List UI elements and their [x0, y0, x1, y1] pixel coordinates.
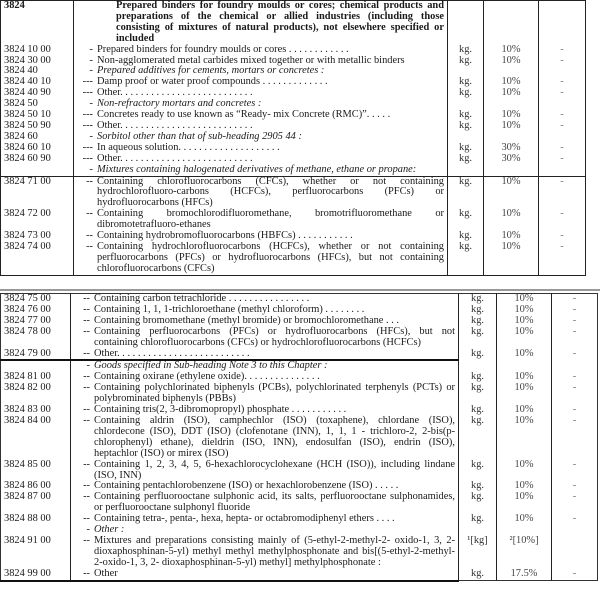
description-text: Sorbitol other than that of sub-heading 2905 44 :: [97, 130, 302, 142]
tariff-code: 3824 84 00: [1, 416, 71, 460]
level-dash: --: [83, 414, 90, 426]
tariff-row: [1, 569, 598, 581]
description-text: Containing 1, 2, 3, 4, 5, 6-hexachlorocyclohexane (HCH (ISO)), including lindane (ISO, INN): [94, 458, 455, 481]
unit-of-quantity: kg.: [448, 110, 484, 121]
unit-of-quantity: kg.: [459, 327, 497, 349]
duty-rate: 10%: [497, 294, 552, 305]
tariff-row: [1, 327, 598, 349]
description-text: Other. . . . . . . . . . . . . . . . . . . . . . . . . .: [94, 347, 250, 359]
tariff-row: [1, 383, 598, 405]
tariff-code: 3824 10 00: [1, 45, 74, 56]
other-rate: -: [572, 382, 577, 394]
description-text: Other. . . . . . . . . . . . . . . . . . . . . . . . . .: [97, 119, 253, 131]
other-rate: -: [560, 208, 564, 220]
description-text: Other :: [94, 524, 125, 536]
tariff-code: 3824 71 00: [1, 176, 74, 209]
unit-of-quantity: kg.: [459, 294, 497, 305]
duty-rate: 10%: [484, 231, 539, 242]
tariff-code: 3824 30 00: [1, 56, 74, 67]
description-text: Containing oxirane (ethylene oxide). . . . . . . . . . . . . . .: [94, 371, 320, 383]
tariff-description: [74, 176, 448, 209]
tariff-code: 3824 60: [1, 132, 74, 143]
tariff-row: [1, 209, 586, 231]
duty-rate: 10%: [484, 242, 539, 275]
unit-of-quantity: kg.: [459, 316, 497, 327]
other-rate: -: [560, 76, 564, 88]
tariff-code: 3824 72 00: [1, 209, 74, 231]
duty-rate: 10%: [497, 492, 552, 514]
tariff-description: [74, 165, 448, 176]
tariff-description: [74, 242, 448, 275]
unit-of-quantity: kg.: [448, 56, 484, 67]
level-dash: ---: [82, 119, 93, 131]
tariff-code: 3824 86 00: [1, 481, 71, 492]
description-text: Other. . . . . . . . . . . . . . . . . . . . . . . . . .: [97, 152, 253, 164]
level-dash: --: [83, 404, 90, 416]
heading-row: [1, 1, 586, 45]
level-dash: ---: [82, 109, 93, 121]
description-text: Non-agglomerated metal carbides mixed together or with metallic binders: [97, 54, 405, 66]
other-rate: -: [572, 567, 577, 579]
level-dash: --: [86, 175, 93, 187]
level-dash: --: [86, 230, 93, 242]
other-rate: -: [572, 293, 577, 304]
tariff-description: [71, 492, 459, 514]
level-dash: ---: [82, 76, 93, 88]
other-rate: -: [572, 458, 577, 470]
tariff-code: 3824 73 00: [1, 231, 74, 242]
duty-rate: 10%: [484, 110, 539, 121]
description-text: Prepared binders for foundry moulds or cores . . . . . . . . . . . .: [97, 43, 349, 55]
unit-of-quantity: kg.: [459, 405, 497, 416]
tariff-row: [1, 349, 598, 361]
description-text: Non-refractory mortars and concretes :: [97, 98, 262, 110]
description-text: Other. . . . . . . . . . . . . . . . . . . . . . . . . .: [97, 87, 253, 99]
other-rate: -: [572, 513, 577, 525]
unit-of-quantity: kg.: [459, 349, 497, 361]
unit-of-quantity: kg.: [448, 121, 484, 132]
unit-of-quantity: ¹[kg]: [459, 536, 497, 569]
level-dash: ---: [82, 87, 93, 99]
tariff-table-lower: [0, 293, 598, 582]
level-dash: -: [89, 65, 93, 77]
description-text: Containing bromochlorodifluoromethane, bromotrifluoromethane or dibromotetrafluoro-ethanes: [97, 208, 444, 231]
duty-rate: 10%: [497, 372, 552, 383]
duty-rate: 10%: [497, 316, 552, 327]
unit-of-quantity: kg.: [448, 231, 484, 242]
tariff-code: 3824 85 00: [1, 460, 71, 482]
description-text: Containing polychlorinated biphenyls (PCBs), polychlorinated terphenyls (PCTs) or polybrominated biphenyls (PBBs): [94, 382, 455, 405]
description-text: Containing pentachlorobenzene (ISO) or hexachlorobenzene (ISO) . . . . .: [94, 480, 399, 492]
tariff-row: [1, 416, 598, 460]
duty-rate: 10%: [484, 77, 539, 88]
tariff-code: 3824 79 00: [1, 349, 71, 361]
tariff-code: 3824 87 00: [1, 492, 71, 514]
duty-rate: 10%: [497, 383, 552, 405]
tariff-row: [1, 492, 598, 514]
unit-of-quantity: kg.: [448, 209, 484, 231]
level-dash: -: [89, 163, 93, 175]
description-text: Prepared additives for cements, mortars or concretes :: [97, 65, 325, 77]
tariff-description: [71, 416, 459, 460]
description-text: Mixtures containing halogenated derivatives of methane, ethane or propane:: [97, 163, 417, 175]
description-text: Containing chlorofluorocarbons (CFCs), whether or not containing hydrochlorofluoro-carbons (HCFCs), perfluorocarbons (PFCs) or hydrofluorocarbons (HFCs): [97, 175, 444, 209]
tariff-code: 3824 50 90: [1, 121, 74, 132]
unit-of-quantity: kg.: [448, 154, 484, 165]
tariff-code: 3824 60 90: [1, 154, 74, 165]
other-rate: -: [560, 240, 564, 252]
other-rate: -: [560, 109, 564, 121]
other-rate: [539, 165, 586, 176]
level-dash: --: [83, 567, 90, 579]
unit-of-quantity: kg.: [459, 383, 497, 405]
description-text: Goods specified in Sub-heading Note 3 to this Chapter :: [94, 360, 328, 372]
level-dash: ---: [82, 141, 93, 153]
tariff-table-upper-section: [0, 0, 586, 276]
tariff-row: [1, 536, 598, 569]
heading-code: 3824: [1, 1, 74, 45]
tariff-code: 3824 74 00: [1, 242, 74, 275]
description-text: Mixtures and preparations consisting mainly of (5-ethyl-2-methyl-2- oxido-1, 3, 2-dioxaphosphinan-5-yl) methyl methyl methylphosphonate and bis[(5-ethyl-2-methyl-2-oxido-1, 3, 2- dioxaphosphinan-5-yl) methyl] methylphosphonate :: [94, 534, 455, 568]
other-rate: -: [560, 119, 564, 131]
level-dash: --: [83, 491, 90, 503]
tariff-code: [1, 165, 74, 176]
duty-rate: 30%: [484, 143, 539, 154]
description-text: Containing 1, 1, 1-trichloroethane (methyl chloroform) . . . . . . . .: [94, 303, 365, 315]
tariff-description: [74, 209, 448, 231]
tariff-code: 3824 40: [1, 66, 74, 77]
description-text: Containing carbon tetrachloride . . . . . . . . . . . . . . . .: [94, 293, 310, 304]
tariff-code: 3824 83 00: [1, 405, 71, 416]
unit-of-quantity: kg.: [448, 242, 484, 275]
other-rate: -: [572, 347, 577, 359]
duty-rate: 30%: [484, 154, 539, 165]
level-dash: --: [83, 325, 90, 337]
tariff-code: 3824 91 00: [1, 536, 71, 569]
other-rate: [552, 525, 598, 536]
other-rate: -: [560, 141, 564, 153]
level-dash: --: [83, 303, 90, 315]
level-dash: --: [83, 480, 90, 492]
level-dash: --: [83, 534, 90, 546]
unit-of-quantity: kg.: [459, 481, 497, 492]
tariff-code: 3824 40 10: [1, 77, 74, 88]
tariff-description: [71, 327, 459, 349]
tariff-description: [71, 569, 459, 581]
unit-of-quantity: kg.: [459, 492, 497, 514]
tariff-description: [71, 536, 459, 569]
level-dash: -: [86, 360, 90, 372]
tariff-code: 3824 50: [1, 99, 74, 110]
tariff-code: 3824 82 00: [1, 383, 71, 405]
duty-rate: 10%: [497, 481, 552, 492]
tariff-row: [1, 514, 598, 525]
level-dash: --: [86, 208, 93, 220]
level-dash: -: [89, 98, 93, 110]
unit-of-quantity: kg.: [448, 143, 484, 154]
level-dash: --: [83, 314, 90, 326]
tariff-code: 3824 81 00: [1, 372, 71, 383]
tariff-code: 3824 99 00: [1, 569, 71, 581]
duty-rate: 10%: [497, 349, 552, 361]
description-text: Containing tetra-, penta-, hexa, hepta- or octabromodiphenyl ethers . . . .: [94, 513, 395, 525]
unit-of-quantity: kg.: [459, 372, 497, 383]
unit-of-quantity: [448, 165, 484, 176]
duty-rate: 10%: [484, 209, 539, 231]
tariff-description: [71, 383, 459, 405]
tariff-row: [1, 460, 598, 482]
tariff-code: 3824 76 00: [1, 305, 71, 316]
tariff-code: 3824 77 00: [1, 316, 71, 327]
tariff-description: [71, 514, 459, 525]
unit-of-quantity: kg.: [459, 416, 497, 460]
description-text: In aqueous solution. . . . . . . . . . . . . . . . . . . .: [97, 141, 280, 153]
level-dash: -: [89, 130, 93, 142]
duty-rate: 10%: [497, 514, 552, 525]
level-dash: -: [89, 54, 93, 66]
unit-of-quantity: kg.: [459, 514, 497, 525]
description-text: Containing aldrin (ISO), camphechlor (ISO) (toxaphene), chlordane (ISO), chlordecone (ISO), DDT (ISO) (clofenotane (INN), 1, 1, 1 - trichloro-2, 2-bis(p-chlorophenyl) ethane), dieldrin (ISO, INN), endosulfan (ISO), endrin (ISO), heptachlor (ISO) or mirex (ISO): [94, 414, 455, 459]
level-dash: --: [83, 347, 90, 359]
description-text: Containing perfluorooctane sulphonic acid, its salts, perfluorooctane sulphonamides, or perfluorooctane sulphonyl fluoride: [94, 491, 455, 514]
other-rate: -: [572, 491, 577, 503]
other-rate: [552, 536, 598, 569]
level-dash: --: [83, 513, 90, 525]
tariff-code: 3824 88 00: [1, 514, 71, 525]
tariff-row: [1, 176, 586, 209]
other-rate: -: [539, 176, 586, 209]
description-text: Containing hydrochlorofluorocarbons (HCFCs), whether or not containing perfluorocarbons (PFCs) or hydrofluorocarbons (HFCs), but not containing chlorofluorocarbons (CFCs): [97, 240, 444, 274]
tariff-description: [71, 349, 459, 361]
level-dash: ---: [82, 152, 93, 164]
level-dash: --: [83, 382, 90, 394]
level-dash: --: [83, 293, 90, 304]
unit-of-quantity: kg.: [459, 460, 497, 482]
duty-rate: 17.5%: [497, 569, 552, 581]
unit-of-quantity: kg.: [448, 88, 484, 99]
description-text: Other: [94, 567, 118, 579]
level-dash: --: [86, 240, 93, 252]
tariff-table-upper: [0, 0, 586, 276]
other-rate: -: [560, 152, 564, 164]
duty-rate: 10%: [484, 45, 539, 56]
duty-rate: 10%: [497, 460, 552, 482]
duty-rate: 10%: [484, 176, 539, 209]
description-text: Concretes ready to use known as “Ready- mix Concrete (RMC)”. . . . .: [97, 109, 391, 121]
level-dash: -: [86, 524, 90, 536]
tariff-code: 3824 75 00: [1, 294, 71, 305]
unit-of-quantity: kg.: [448, 77, 484, 88]
level-dash: --: [83, 371, 90, 383]
tariff-code: 3824 78 00: [1, 327, 71, 349]
tariff-code: 3824 40 90: [1, 88, 74, 99]
other-rate: -: [560, 43, 564, 55]
level-dash: --: [83, 458, 90, 470]
duty-rate: 10%: [497, 327, 552, 349]
other-rate: -: [572, 325, 577, 337]
tariff-row: [1, 88, 586, 99]
tariff-row: [1, 242, 586, 275]
other-rate: -: [572, 404, 577, 416]
tariff-table-lower-section: [0, 293, 597, 582]
unit-of-quantity: kg.: [459, 305, 497, 316]
unit-of-quantity: kg.: [459, 569, 497, 581]
tariff-row: [1, 165, 586, 176]
duty-rate: 10%: [484, 88, 539, 99]
tariff-code: 3824 60 10: [1, 143, 74, 154]
description-text: Containing hydrobromofluorocarbons (HBFCs) . . . . . . . . . . .: [97, 230, 353, 242]
description-text: Containing bromomethane (methyl bromide) or bromochloromethane . . .: [94, 314, 400, 326]
duty-rate: 10%: [497, 405, 552, 416]
duty-rate: ²[10%]: [497, 536, 552, 569]
other-rate: -: [572, 371, 577, 383]
duty-rate: 10%: [484, 56, 539, 67]
unit-of-quantity: kg.: [448, 45, 484, 56]
duty-rate: 10%: [497, 416, 552, 460]
page-separator: [0, 289, 600, 291]
other-rate: -: [572, 480, 577, 492]
unit-of-quantity: kg.: [448, 176, 484, 209]
description-text: Containing tris(2, 3-dibromopropyl) phosphate . . . . . . . . . . .: [94, 404, 347, 416]
duty-rate: 10%: [484, 121, 539, 132]
other-rate: -: [572, 303, 577, 315]
other-rate: -: [560, 87, 564, 99]
duty-rate: [484, 165, 539, 176]
description-text: Damp proof or water proof compounds . . . . . . . . . . . . .: [97, 76, 328, 88]
other-rate: -: [572, 414, 577, 426]
duty-rate: 10%: [497, 305, 552, 316]
tariff-description: [71, 460, 459, 482]
other-rate: -: [572, 314, 577, 326]
heading-description: Prepared binders for foundry moulds or cores; chemical products and preparations of the chemical or allied industries (including those consisting of mixtures of natural products), not elsewhere specified or included: [74, 1, 448, 45]
other-rate: -: [560, 54, 564, 66]
other-rate: -: [560, 230, 564, 242]
description-text: Containing perfluorocarbons (PFCs) or hydrofluorocarbons (HFCs), but not containing chlorofluorocarbons (CFCs) or hydrochlorofluorocarbons (HCFCs): [94, 325, 455, 348]
level-dash: -: [89, 43, 93, 55]
tariff-code: 3824 50 10: [1, 110, 74, 121]
